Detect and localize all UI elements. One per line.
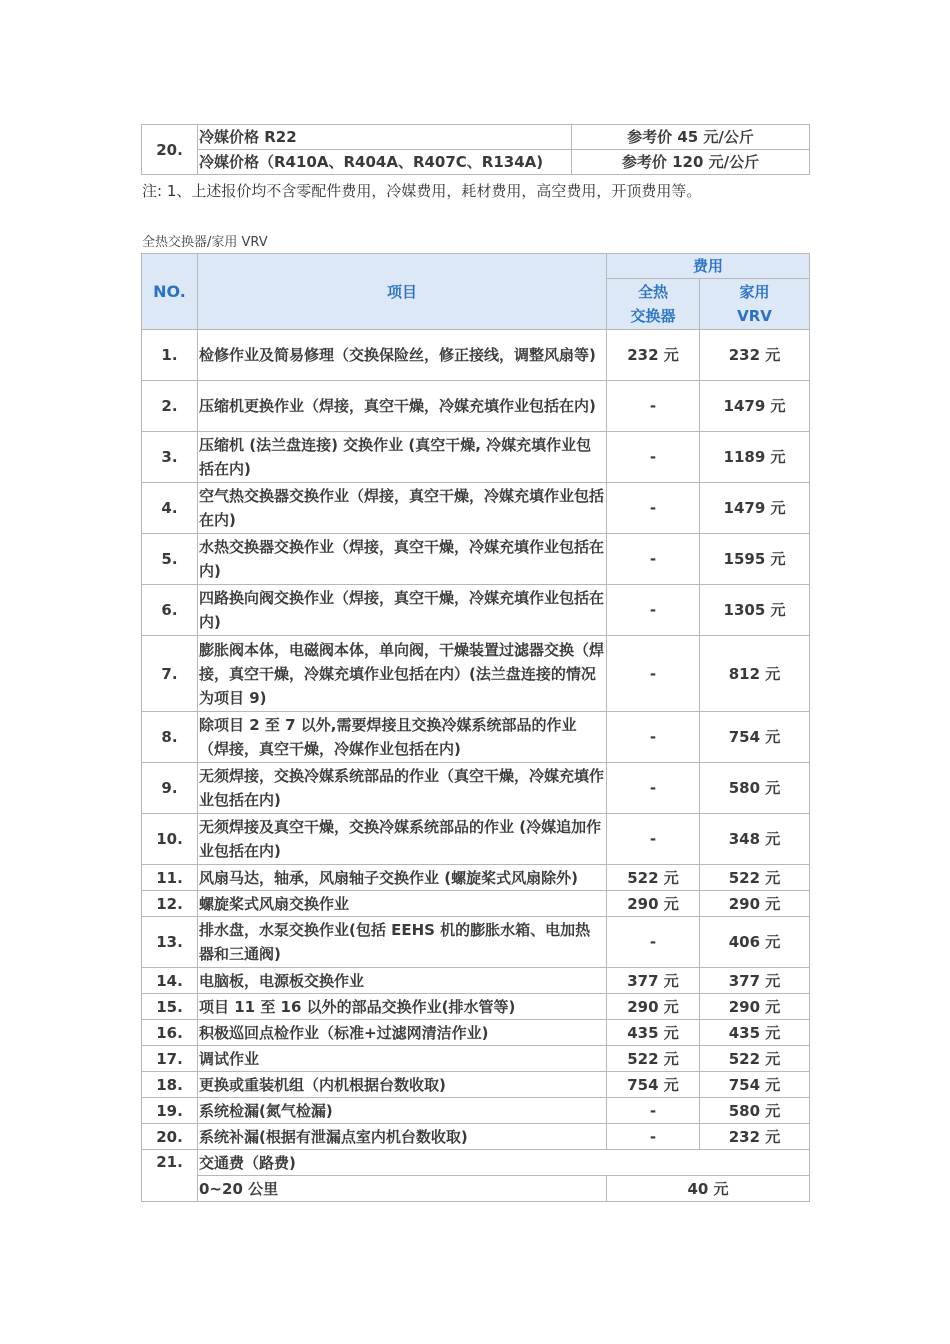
row-number: 12.: [142, 891, 198, 917]
fee-home-vrv-cell: 754 元: [700, 712, 810, 763]
table-row: [142, 150, 810, 175]
fee-heat-exchanger-cell: -: [607, 483, 700, 534]
table-row: [142, 917, 810, 968]
table-row: [142, 1176, 810, 1202]
item-cell: 系统补漏(根据有泄漏点室内机台数收取): [198, 1124, 607, 1150]
fee-heat-exchanger-cell: 232 元: [607, 330, 700, 381]
item-cell: 冷媒价格（R410A、R404A、R407C、R134A): [198, 150, 572, 175]
fee-heat-exchanger-cell: 522 元: [607, 1046, 700, 1072]
table-row: [142, 1124, 810, 1150]
row-number: 21.: [142, 1150, 198, 1202]
fee-home-vrv-cell: 1305 元: [700, 585, 810, 636]
fee-home-vrv-cell: 232 元: [700, 330, 810, 381]
item-cell: 积极巡回点检作业（标准+过滤网清洁作业): [198, 1020, 607, 1046]
row-number: 18.: [142, 1072, 198, 1098]
table-row: [142, 483, 810, 534]
fee-heat-exchanger-cell: -: [607, 1124, 700, 1150]
fee-heat-exchanger-cell: -: [607, 381, 700, 432]
item-cell: 电脑板，电源板交换作业: [198, 968, 607, 994]
fee-heat-exchanger-cell: -: [607, 712, 700, 763]
item-cell: 螺旋桨式风扇交换作业: [198, 891, 607, 917]
row-number: 11.: [142, 865, 198, 891]
row-number: 5.: [142, 534, 198, 585]
service-fee-table: [141, 253, 810, 1202]
fee-home-vrv-cell: 754 元: [700, 1072, 810, 1098]
item-cell: 压缩机更换作业（焊接，真空干燥，冷媒充填作业包括在内): [198, 381, 607, 432]
fee-home-vrv-cell: 522 元: [700, 1046, 810, 1072]
table-row: [142, 1072, 810, 1098]
fee-home-vrv-cell: 1479 元: [700, 381, 810, 432]
fee-heat-exchanger-cell: 290 元: [607, 994, 700, 1020]
fee-heat-exchanger-cell: -: [607, 917, 700, 968]
row-number: 20.: [142, 1124, 198, 1150]
table-row: [142, 814, 810, 865]
item-cell: 四路换向阀交换作业（焊接，真空干燥，冷媒充填作业包括在内): [198, 585, 607, 636]
item-cell: 项目 11 至 16 以外的部品交换作业(排水管等): [198, 994, 607, 1020]
fee-heat-exchanger-cell: -: [607, 636, 700, 712]
fee-home-vrv-cell: 1189 元: [700, 432, 810, 483]
footnote: 注: 1、上述报价均不含零配件费用，冷媒费用，耗材费用，高空费用，开顶费用等。: [142, 182, 702, 200]
row-number: 14.: [142, 968, 198, 994]
row-number: 1.: [142, 330, 198, 381]
item-cell: 交通费（路费): [198, 1150, 810, 1176]
row-number: 10.: [142, 814, 198, 865]
table-row: [142, 1098, 810, 1124]
fee-heat-exchanger-cell: 754 元: [607, 1072, 700, 1098]
fee-heat-exchanger-cell: -: [607, 814, 700, 865]
fee-home-vrv-cell: 1595 元: [700, 534, 810, 585]
table-row: [142, 763, 810, 814]
table-row: [142, 330, 810, 381]
header-row: [142, 254, 810, 279]
item-cell: 压缩机 (法兰盘连接) 交换作业 (真空干燥, 冷媒充填作业包括在内): [198, 432, 607, 483]
table-caption: 全热交换器/家用 VRV: [142, 235, 268, 250]
table-row: [142, 891, 810, 917]
table-row: [142, 1150, 810, 1176]
item-cell: 排水盘，水泵交换作业(包括 EEHS 机的膨胀水箱、电加热器和三通阀): [198, 917, 607, 968]
fee-home-vrv-cell: 522 元: [700, 865, 810, 891]
header-col1: [607, 279, 700, 330]
row-number: 3.: [142, 432, 198, 483]
row-number: 4.: [142, 483, 198, 534]
table-row: [142, 636, 810, 712]
fee-heat-exchanger-cell: -: [607, 534, 700, 585]
item-cell: 调试作业: [198, 1046, 607, 1072]
fee-heat-exchanger-cell: -: [607, 432, 700, 483]
table-row: [142, 865, 810, 891]
distance-fee-cell: 40 元: [607, 1176, 810, 1202]
item-cell: 膨胀阀本体，电磁阀本体，单向阀，干燥装置过滤器交换（焊接，真空干燥，冷媒充填作业包括在内）(法兰盘连接的情况为项目 9): [198, 636, 607, 712]
row-number: 2.: [142, 381, 198, 432]
fee-home-vrv-cell: 580 元: [700, 1098, 810, 1124]
table-row: [142, 1046, 810, 1072]
refrigerant-price-table: [141, 124, 810, 175]
row-number: 9.: [142, 763, 198, 814]
item-cell: 系统检漏(氮气检漏): [198, 1098, 607, 1124]
table-row: [142, 125, 810, 150]
fee-heat-exchanger-cell: -: [607, 585, 700, 636]
fee-heat-exchanger-cell: -: [607, 1098, 700, 1124]
fee-heat-exchanger-cell: -: [607, 763, 700, 814]
header-col2: [700, 279, 810, 330]
table-row: [142, 968, 810, 994]
fee-home-vrv-cell: 348 元: [700, 814, 810, 865]
table-row: [142, 381, 810, 432]
item-cell: 无须焊接及真空干燥，交换冷媒系统部品的作业 (冷媒追加作业包括在内): [198, 814, 607, 865]
header-col2-line1: 家用: [739, 283, 770, 301]
fee-home-vrv-cell: 435 元: [700, 1020, 810, 1046]
item-cell: 空气热交换器交换作业（焊接，真空干燥，冷媒充填作业包括在内): [198, 483, 607, 534]
table-row: [142, 432, 810, 483]
fee-heat-exchanger-cell: 377 元: [607, 968, 700, 994]
table-row: [142, 1020, 810, 1046]
header-col1-line1: 全热: [637, 283, 668, 301]
table-row: [142, 994, 810, 1020]
fee-home-vrv-cell: 232 元: [700, 1124, 810, 1150]
header-col1-line2: 交换器: [630, 307, 676, 325]
fee-home-vrv-cell: 290 元: [700, 994, 810, 1020]
row-number: 13.: [142, 917, 198, 968]
fee-home-vrv-cell: 1479 元: [700, 483, 810, 534]
price-cell: 参考价 45 元/公斤: [572, 125, 810, 150]
fee-home-vrv-cell: 406 元: [700, 917, 810, 968]
row-number: 7.: [142, 636, 198, 712]
item-cell: 检修作业及简易修理（交换保险丝，修正接线，调整风扇等): [198, 330, 607, 381]
table-row: [142, 534, 810, 585]
fee-heat-exchanger-cell: 290 元: [607, 891, 700, 917]
fee-home-vrv-cell: 290 元: [700, 891, 810, 917]
item-cell: 冷媒价格 R22: [198, 125, 572, 150]
row-number: 8.: [142, 712, 198, 763]
header-col2-line2: VRV: [737, 307, 772, 325]
row-number: 6.: [142, 585, 198, 636]
row-number: 15.: [142, 994, 198, 1020]
row-number: 17.: [142, 1046, 198, 1072]
price-cell: 参考价 120 元/公斤: [572, 150, 810, 175]
fee-home-vrv-cell: 377 元: [700, 968, 810, 994]
header-item: 项目: [198, 254, 607, 330]
table-row: [142, 585, 810, 636]
item-cell: 更换或重装机组（内机根据台数收取): [198, 1072, 607, 1098]
fee-home-vrv-cell: 812 元: [700, 636, 810, 712]
row-number: 19.: [142, 1098, 198, 1124]
header-no: NO.: [142, 254, 198, 330]
fee-heat-exchanger-cell: 435 元: [607, 1020, 700, 1046]
header-fee: 费用: [607, 254, 810, 279]
row-number: 16.: [142, 1020, 198, 1046]
row-number: 20.: [142, 125, 198, 175]
table-row: [142, 712, 810, 763]
item-cell: 水热交换器交换作业（焊接，真空干燥，冷媒充填作业包括在内): [198, 534, 607, 585]
item-cell: 无须焊接，交换冷媒系统部品的作业（真空干燥，冷媒充填作业包括在内): [198, 763, 607, 814]
fee-home-vrv-cell: 580 元: [700, 763, 810, 814]
fee-heat-exchanger-cell: 522 元: [607, 865, 700, 891]
item-cell: 风扇马达，轴承，风扇轴子交换作业 (螺旋桨式风扇除外): [198, 865, 607, 891]
item-cell: 除项目 2 至 7 以外,需要焊接且交换冷媒系统部品的作业（焊接，真空干燥，冷媒作业包括在内): [198, 712, 607, 763]
distance-cell: 0~20 公里: [198, 1176, 607, 1202]
